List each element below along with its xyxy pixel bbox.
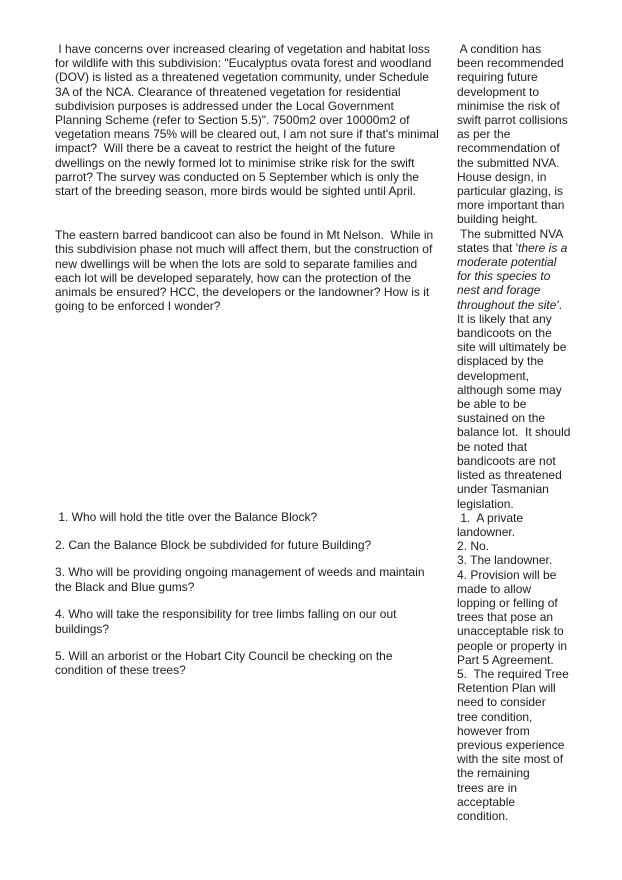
question-2: 2. Can the Balance Block be subdivided for future Building? bbox=[55, 537, 372, 552]
question-4: 4. Who will take the responsibility for tree limbs falling on our out buildings? bbox=[55, 607, 397, 636]
response-column bbox=[457, 42, 617, 823]
response-swift-parrot: A condition has been recommended requiring future development to minimise the risk of swift parrot collisions as per the recommendation of the submitted NVA. House design, in particular glazing, is more important than building height. bbox=[457, 42, 568, 227]
comment-paragraph-vegetation: I have concerns over increased clearing of vegetation and habitat loss for wildlife with this subdivision: "Eucalyptus ovata forest and woodland (DOV) is listed as a threatened vegetation community, under Schedule 3A of the NCA. Clearance of threatened vegetation for residential subdivision purposes is addressed under the Local Government Planning Scheme (refer to Section 5.5)". 7500m2 over 10000m2 of vegetation means 75% will be cleared out, I am not sure if that's minimal impact? Will there be a caveat to restrict the height of the future dwellings on the newly formed lot to minimise strike risk for the swift parrot? The survey was conducted on 5 September which is only the start of the breeding season, more birds would be sighted until April. bbox=[55, 42, 439, 199]
response-answer-list: 1. A private landowner. 2. No. 3. The landowner. 4. Provision will be made to allow lopping or felling of trees that pose an unacceptable risk to people or property in Part 5 Agreement. 5. The required Tree Retention Plan will need to consider tree condition, however from previous experience with the site most of the remaining trees are in acceptable condition. bbox=[457, 510, 569, 823]
comment-column bbox=[55, 42, 460, 678]
question-5: 5. Will an arborist or the Hobart City Council be checking on the condition of these trees? bbox=[55, 649, 393, 678]
question-1: 1. Who will hold the title over the Balance Block? bbox=[55, 510, 318, 524]
response-bandicoot: The submitted NVA states that 'there is a moderate potential for this species to nest and forage throughout the site'. It is likely that any bandicoots on the site will ultimately be displaced by the development, although some may be able to be sustained on the balance lot. It should be noted that bandicoots are not listed as threatened under Tasmanian legislation. bbox=[457, 226, 571, 511]
question-3: 3. Who will be providing ongoing management of weeds and maintain the Black and Blue gums? bbox=[55, 565, 425, 594]
question-list bbox=[55, 510, 460, 691]
comment-paragraph-bandicoot: The eastern barred bandicoot can also be found in Mt Nelson. While in this subdivision phase not much will affect them, but the construction of new dwellings will be when the lots are sold to separate families and each lot will be developed separately, how can the protection of the animals be ensured? HCC, the developers or the landowner? How is it going to be enforced I wonder? bbox=[55, 228, 434, 314]
